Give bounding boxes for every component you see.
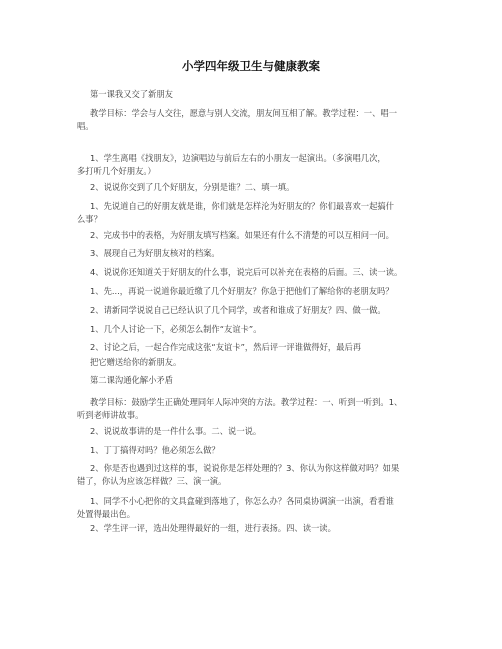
paragraph (77, 444, 432, 457)
paragraph (77, 396, 432, 422)
paragraph (77, 425, 432, 438)
paragraph-line: 1、几个人讨论一下，必须怎么制作“友谊卡”。 (90, 324, 262, 334)
paragraph-line: 唱。 (77, 121, 94, 131)
paragraph-line: 1、丁丁搞得对吗？他必须怎么做？ (90, 445, 220, 455)
paragraph (77, 304, 432, 317)
lesson-heading (77, 374, 432, 387)
paragraph-line: 3、展现自己为好朋友核对的档案。 (90, 248, 220, 258)
paragraph-line: 错了，你认为应该怎样做？三、演一演。 (77, 476, 227, 486)
paragraph (77, 356, 432, 369)
paragraph-line: 教学目标：学会与人交往，愿意与别人交流，朋友间互相了解。教学过程：一、唱一 (90, 108, 397, 118)
paragraph-line: 2、你是否也遇到过这样的事，说说你是怎样处理的？3、你认为你这样做对吗？如果 (90, 463, 400, 473)
paragraph-line: 听到老师讲故事。 (77, 410, 144, 420)
paragraph (77, 200, 432, 226)
paragraph-line: 2、学生评一评，选出处理得最好的一组，进行表扬。四、读一读。 (90, 523, 336, 533)
paragraph-line: 把它赠送给你的新朋友。 (90, 357, 182, 367)
paragraph-line: 1、同学不小心把你的文具盒碰到落地了，你怎么办？各同桌协调演一出演，看看谁 (90, 496, 394, 506)
paragraph-line: 1、学生离唱《找朋友》，边演唱边与前后左右的小朋友一起演出。（多演唱几次， (90, 153, 386, 163)
paragraph (77, 495, 432, 521)
paragraph-line: 多打听几个好朋友。） (77, 166, 156, 176)
paragraph-line: 第一课我又交了新朋友 (90, 89, 173, 99)
paragraph-line: 教学目标：鼓励学生正确处理同年人际冲突的方法。教学过程：一、听到一听到。1、 (90, 397, 403, 407)
paragraph-line: 2、说说故事讲的是一件什么事。二、说一说。 (90, 426, 262, 436)
paragraph (77, 522, 432, 535)
paragraph (77, 152, 432, 178)
paragraph (77, 247, 432, 260)
paragraph (77, 341, 432, 354)
lesson-heading (77, 88, 432, 101)
paragraph-line: 2、讨论之后，一起合作完成这张“友谊卡”，然后评一评谁做得好，最后再 (90, 342, 362, 352)
paragraph-line: 2、请新同学说说自己已经认识了几个同学，或者和谁成了好朋友？四、做一做。 (90, 305, 386, 315)
paragraph-line: 1、先...，再说一说道你最近缴了几个好朋友？你急于把他们了解给你的老朋友吗？ (90, 286, 394, 296)
paragraph (77, 266, 432, 279)
document-title: 小学四年级卫生与健康教案 (182, 59, 320, 73)
paragraph-line: 2、完成书中的表格，为好朋友填写档案。如果还有什么不清楚的可以互相问一问。 (90, 230, 394, 240)
paragraph (77, 107, 432, 133)
paragraph-line: 4、说说你还知道关于好朋友的什么事，说完后可以补充在表格的后面。三、读一读。 (90, 267, 403, 277)
paragraph-line: 么事？ (77, 214, 102, 224)
paragraph (77, 462, 432, 488)
paragraph (77, 323, 432, 336)
paragraph (77, 229, 432, 242)
paragraph (77, 285, 432, 298)
paragraph-line: 处置得最出色。 (77, 509, 136, 519)
paragraph-line: 2、说说你交到了几个好朋友，分别是谁？二、填一填。 (90, 182, 295, 192)
paragraph-line: 第二课沟通化解小矛盾 (90, 375, 173, 385)
paragraph (77, 181, 432, 194)
paragraph-line: 1、先说道自己的好朋友就是谁，你们就是怎样沦为好朋友的？你们最喜欢一起搞什 (90, 201, 394, 211)
